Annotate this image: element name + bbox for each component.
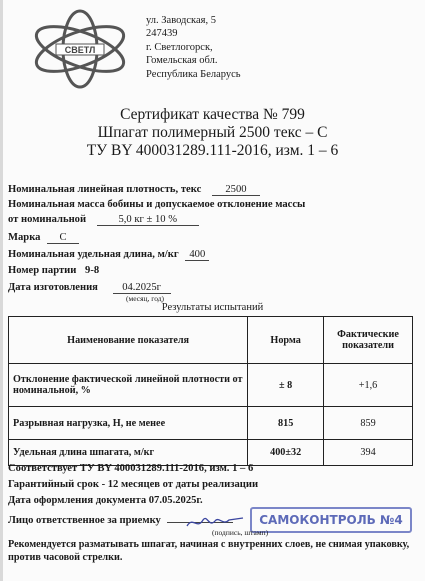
mark-label: Марка — [8, 232, 41, 243]
header-actual: Фактические показатели — [324, 317, 413, 364]
date-value: 04.2025г — [113, 282, 171, 294]
certificate-title: Сертификат качества № 799 — [120, 106, 305, 123]
issue-date: Дата оформления документа 07.05.2025г. — [8, 495, 203, 506]
specification-ref: ТУ BY 400031289.111-2016, изм. 1 – 6 — [86, 142, 339, 159]
unwinding-recommendation: Рекомендуется разматывать шпагат, начиная с внутренних слоев, не снимая упаковку, против часовой стрелки. — [8, 539, 410, 563]
conformity-statement: Соответствует ТУ BY 400031289.111-2016, изм. 1 – 6 — [8, 463, 254, 474]
batch-field — [8, 264, 99, 277]
mass-value: 5,0 кг ± 10 % — [97, 214, 199, 226]
quality-control-stamp: САМОКОНТРОЛЬ №4 — [250, 507, 412, 533]
mark-value: С — [47, 232, 79, 244]
row-name: Отклонение фактической линейной плотности от номинальной, % — [9, 364, 248, 407]
mass-label-line1: Номинальная масса бобины и допускаемое отклонение массы — [8, 199, 306, 210]
address-region: Гомельская обл. — [146, 55, 218, 67]
logo-text: СВЕТЛ — [64, 45, 96, 55]
batch-label: Номер партии — [8, 265, 77, 276]
responsible-label: Лицо ответственное за приемку — [8, 515, 161, 526]
row-norm: ± 8 — [248, 364, 324, 407]
address-city: г. Светлогорск, — [146, 41, 213, 53]
row-actual: 394 — [324, 440, 413, 466]
date-label: Дата изготовления — [8, 282, 98, 293]
address-country: Республика Беларусь — [146, 68, 241, 80]
batch-value: 9-8 — [85, 265, 100, 276]
table-header-row — [9, 317, 413, 364]
length-value: 400 — [185, 249, 209, 261]
density-label: Номинальная линейная плотность, текс — [8, 184, 202, 195]
address-postcode: 247439 — [146, 28, 178, 40]
mass-label-line2: от номинальной — [8, 214, 87, 225]
date-field — [8, 281, 171, 294]
length-field — [8, 248, 209, 261]
scan-edge — [0, 0, 3, 581]
density-field — [8, 183, 260, 196]
density-value: 2500 — [212, 184, 260, 196]
table-row — [9, 364, 413, 407]
mark-field — [8, 231, 79, 244]
row-actual: 859 — [324, 407, 413, 440]
row-norm: 400±32 — [248, 440, 324, 466]
row-name: Разрывная нагрузка, Н, не менее — [9, 407, 248, 440]
product-name: Шпагат полимерный 2500 текс – С — [97, 124, 328, 141]
date-hint: (месяц, год) — [126, 294, 165, 303]
company-address — [146, 14, 241, 81]
length-label: Номинальная удельная длина, м/кг — [8, 249, 179, 260]
table-row — [9, 440, 413, 466]
mass-field — [8, 213, 199, 226]
test-results-table — [8, 316, 413, 466]
company-emblem-icon — [28, 6, 132, 92]
table-row — [9, 407, 413, 440]
warranty-statement: Гарантийный срок - 12 месяцев от даты реализации — [8, 479, 259, 490]
table-caption: Результаты испытаний — [161, 302, 264, 313]
header-norm: Норма — [248, 317, 324, 364]
row-name: Удельная длина шпагата, м/кг — [9, 440, 248, 466]
header-indicator: Наименование показателя — [9, 317, 248, 364]
address-street: ул. Заводская, 5 — [146, 15, 216, 26]
row-actual: +1,6 — [324, 364, 413, 407]
sign-hint: (подпись, штамп) — [212, 528, 269, 537]
row-norm: 815 — [248, 407, 324, 440]
